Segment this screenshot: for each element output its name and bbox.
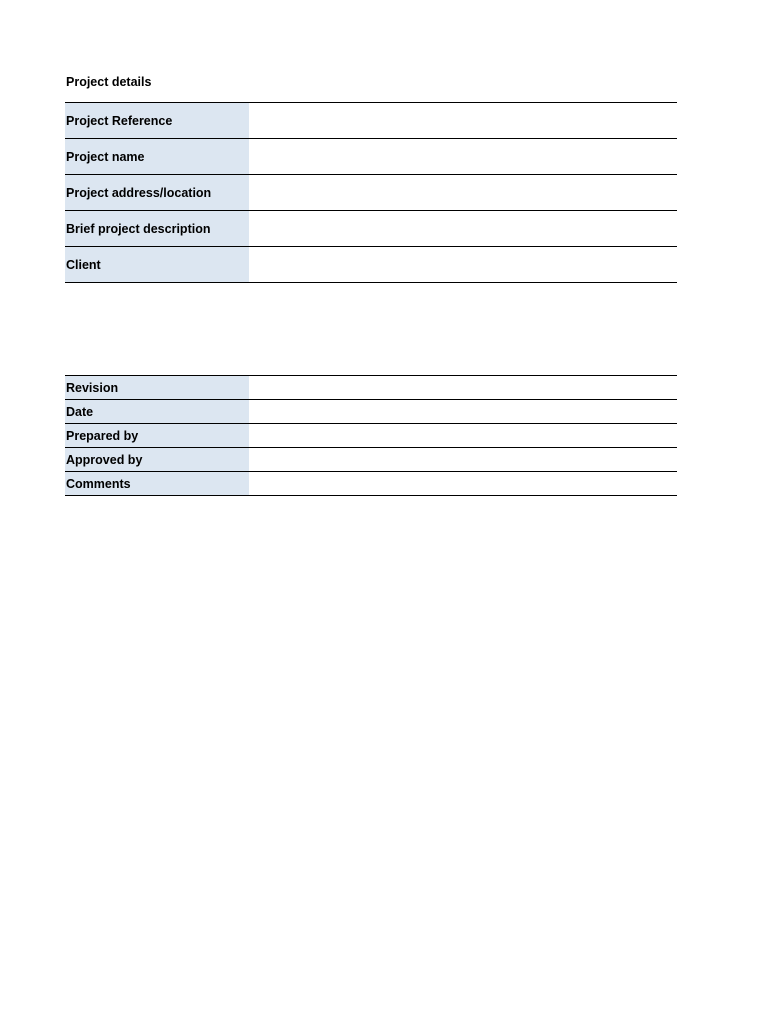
row-label-approved-by: Approved by: [65, 448, 249, 472]
revision-cell[interactable]: [249, 376, 677, 400]
approved-by-cell[interactable]: [249, 448, 677, 472]
row-label-comments: Comments: [65, 472, 249, 496]
row-label-revision: Revision: [65, 376, 249, 400]
table-row: [65, 448, 677, 472]
table-row: [65, 211, 677, 247]
comments-cell[interactable]: [249, 472, 677, 496]
row-label-project-reference: Project Reference: [65, 103, 249, 139]
project-description-cell[interactable]: [249, 211, 677, 247]
table-row: [65, 139, 677, 175]
row-label-date: Date: [65, 400, 249, 424]
table-row: [65, 424, 677, 448]
table-row: [65, 175, 677, 211]
prepared-by-cell[interactable]: [249, 424, 677, 448]
row-label-project-description: Brief project description: [65, 211, 249, 247]
project-details-table: [65, 102, 677, 283]
table-row: [65, 376, 677, 400]
revision-table: [65, 375, 677, 496]
project-address-cell[interactable]: [249, 175, 677, 211]
row-label-project-address: Project address/location: [65, 175, 249, 211]
table-row: [65, 400, 677, 424]
client-cell[interactable]: [249, 247, 677, 283]
row-label-prepared-by: Prepared by: [65, 424, 249, 448]
table-row: [65, 247, 677, 283]
table-row: [65, 472, 677, 496]
table-row: [65, 103, 677, 139]
row-label-client: Client: [65, 247, 249, 283]
date-cell[interactable]: [249, 400, 677, 424]
section-title-project-details: Project details: [66, 75, 152, 89]
project-name-cell[interactable]: [249, 139, 677, 175]
project-reference-cell[interactable]: [249, 103, 677, 139]
row-label-project-name: Project name: [65, 139, 249, 175]
